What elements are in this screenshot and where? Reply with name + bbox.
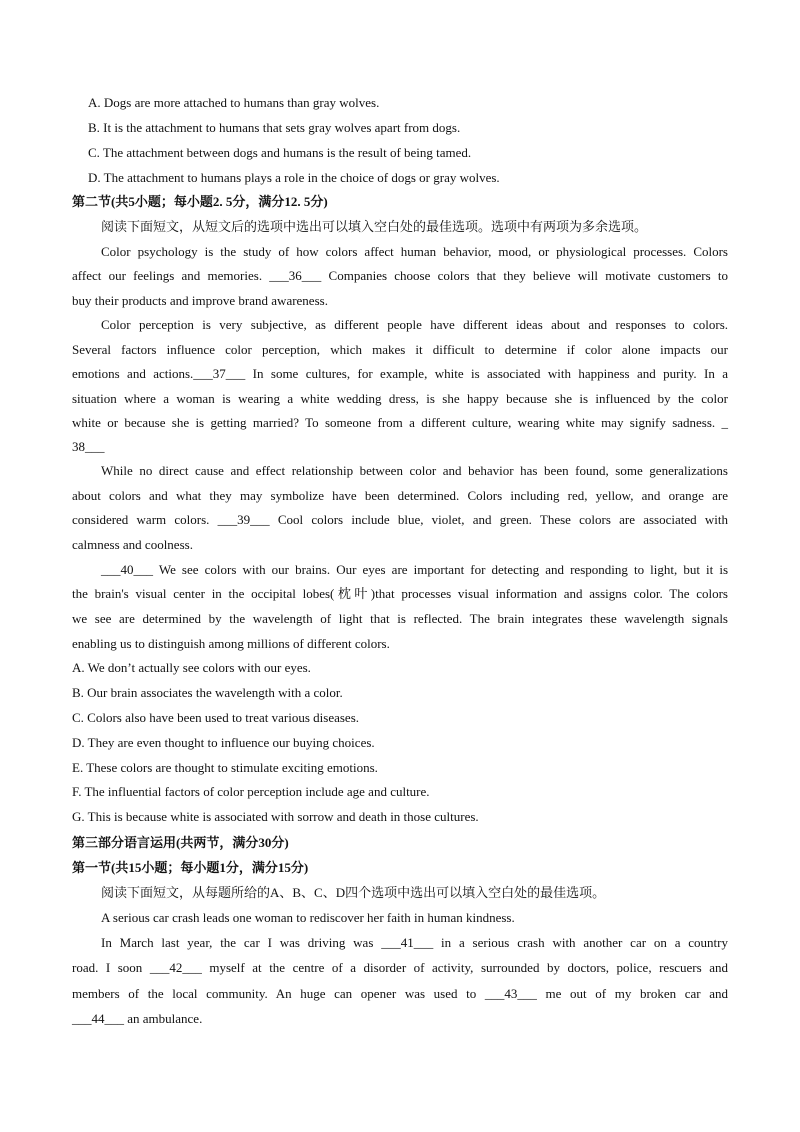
- passage-line: considered warm colors. ___39___ Cool colors include blue, violet, and green. These colors are associated with: [72, 512, 728, 527]
- passage-line: enabling us to distinguish among millions of different colors.: [72, 636, 390, 651]
- section2-instruction: 阅读下面短文，从短文后的选项中选出可以填入空白处的最佳选项。选项中有两项为多余选项。: [101, 219, 648, 234]
- prev-option-c: C. The attachment between dogs and humans is the result of being tamed.: [88, 145, 472, 160]
- part3-section1-heading: 第一节(共15小题；每小题1分，满分15分): [72, 860, 309, 875]
- prev-option-d: D. The attachment to humans plays a role in the choice of dogs or gray wolves.: [88, 170, 500, 185]
- passage-line: ___44___ an ambulance.: [72, 1011, 203, 1026]
- option-a: A. We don’t actually see colors with our eyes.: [72, 660, 311, 675]
- passage-line: about colors and what they may symbolize have been determined. Colors including red, yellow, and orange are: [72, 488, 728, 503]
- passage-line: emotions and actions.___37___ In some cultures, for example, white is associated with happiness and purity. In a: [72, 366, 728, 381]
- option-g: G. This is because white is associated with sorrow and death in those cultures.: [72, 809, 479, 824]
- passage-line: the brain's visual center in the occipital lobes(枕叶)that processes visual information and assigns color. The colors: [72, 586, 728, 601]
- passage-line: Several factors influence color perception, which makes it difficult to determine if color alone impacts our: [72, 342, 728, 357]
- passage-line: Color perception is very subjective, as different people have different ideas about and responses to colors.: [101, 317, 728, 332]
- prev-option-b: B. It is the attachment to humans that sets gray wolves apart from dogs.: [88, 120, 461, 135]
- passage-line: ___40___ We see colors with our brains. Our eyes are important for detecting and responding to light, but it is: [101, 562, 728, 577]
- option-d: D. They are even thought to influence our buying choices.: [72, 735, 375, 750]
- passage-line: members of the local community. An huge can opener was used to ___43___ me out of my broken car and: [72, 986, 728, 1001]
- passage-line: affect our feelings and memories. ___36___ Companies choose colors that they believe will motivate customers to: [72, 268, 728, 283]
- passage-line: While no direct cause and effect relationship between color and behavior has been found, some generalizations: [101, 463, 728, 478]
- passage-title: A serious car crash leads one woman to rediscover her faith in human kindness.: [101, 910, 515, 925]
- part3-heading: 第三部分语言运用(共两节，满分30分): [72, 835, 289, 850]
- option-e: E. These colors are thought to stimulate exciting emotions.: [72, 760, 378, 775]
- option-b: B. Our brain associates the wavelength with a color.: [72, 685, 343, 700]
- passage-line: Color psychology is the study of how colors affect human behavior, mood, or physiological processes. Colors: [101, 244, 728, 259]
- passage-line: buy their products and improve brand awareness.: [72, 293, 328, 308]
- passage-line: we see are determined by the wavelength of light that is reflected. The brain integrates these wavelength signals: [72, 611, 728, 626]
- option-f: F. The influential factors of color perception include age and culture.: [72, 784, 430, 799]
- part3-instruction: 阅读下面短文，从每题所给的A、B、C、D四个选项中选出可以填入空白处的最佳选项。: [101, 885, 606, 900]
- passage-line: road. I soon ___42___ myself at the centre of a disorder of activity, surrounded by doctors, police, rescuers and: [72, 960, 728, 975]
- passage-line: situation where a woman is wearing a white wedding dress, is she happy because she is influenced by the color: [72, 391, 728, 406]
- option-c: C. Colors also have been used to treat various diseases.: [72, 710, 360, 725]
- passage-line: white or because she is getting married? To someone from a different culture, wearing white may signify sadness. _: [72, 415, 728, 430]
- section2-heading: 第二节(共5小题；每小题2. 5分，满分12. 5分): [72, 194, 328, 209]
- passage-line: In March last year, the car I was driving was ___41___ in a serious crash with another car on a country: [101, 935, 728, 950]
- passage-line: calmness and coolness.: [72, 537, 193, 552]
- prev-option-a: A. Dogs are more attached to humans than gray wolves.: [88, 95, 380, 110]
- passage-line: 38___: [72, 439, 105, 454]
